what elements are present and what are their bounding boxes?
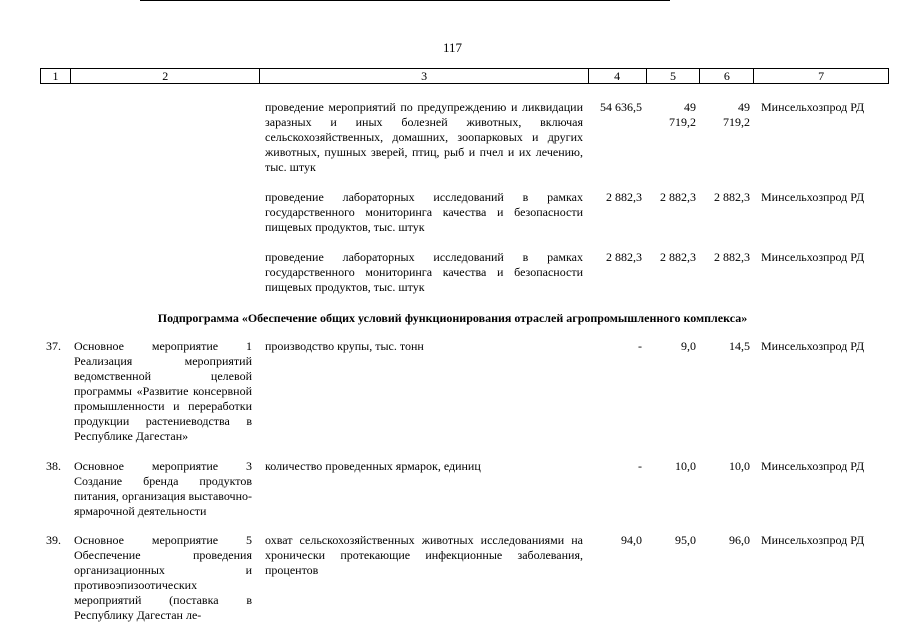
value-col4: - (638, 459, 642, 473)
value-col6: 2 882,3 (714, 250, 750, 264)
indicator-text: охват сельскохозяйственных животных исследованиями на хронически протекающие инфекционные заболевания, процентов (265, 533, 583, 577)
activity-text: Основное мероприятие 1 Реализация мероприятий ведомственной целевой программы «Развитие консервной промышленности и переработки продукции растениеводства в Республике Дагестан» (74, 339, 252, 443)
responsible-executor: Минсельхозпрод РД (761, 100, 865, 114)
indicator-text: количество проведенных ярмарок, единиц (265, 459, 481, 473)
column-number-3: 3 (260, 69, 588, 83)
indicator-text: производство крупы, тыс. тонн (265, 339, 424, 353)
column-number-4: 4 (589, 69, 647, 83)
value-col5: 2 882,3 (660, 250, 696, 264)
value-col4: 94,0 (621, 533, 642, 547)
responsible-executor: Минсельхозпрод РД (761, 459, 865, 473)
value-col6: 96,0 (729, 533, 750, 547)
activity-text: Основное мероприятие 3 Создание бренда продуктов питания, организация выставочно-ярмарочной деятельности (74, 459, 252, 518)
value-col4: 2 882,3 (606, 250, 642, 264)
responsible-executor: Минсельхозпрод РД (761, 533, 865, 547)
row-number: 37. (46, 339, 61, 353)
value-col5: 49 719,2 (669, 100, 696, 129)
responsible-executor: Минсельхозпрод РД (761, 339, 865, 353)
column-number-7: 7 (818, 69, 825, 83)
value-col5: 10,0 (675, 459, 696, 473)
value-col6: 14,5 (729, 339, 750, 353)
subprogram-heading: Подпрограмма «Обеспечение общих условий функционирования отраслей агропромышленного комплекса» (157, 311, 748, 325)
value-col4: 2 882,3 (606, 190, 642, 204)
row-number: 38. (46, 459, 61, 473)
column-number-header (40, 68, 889, 84)
value-col6: 2 882,3 (714, 190, 750, 204)
value-col5: 9,0 (681, 339, 696, 353)
responsible-executor: Минсельхозпрод РД (761, 190, 865, 204)
indicator-text: проведение лабораторных исследований в рамках государственного мониторинга качества и безопасности пищевых продуктов, тыс. штук (265, 190, 583, 234)
value-col4: - (638, 339, 642, 353)
responsible-executor: Минсельхозпрод РД (761, 250, 865, 264)
page-number: 117 (442, 40, 463, 55)
column-number-1: 1 (41, 69, 71, 83)
indicator-text: проведение мероприятий по предупреждению и ликвидации заразных и иных болезней животных, включая сельскохозяйственных, домашних, зоопарковых и других животных, пушных зверей, птиц, рыб и пчел и их лечению, тыс. штук (265, 100, 583, 174)
indicator-text: проведение лабораторных исследований в рамках государственного мониторинга качества и безопасности пищевых продуктов, тыс. штук (265, 250, 583, 294)
top-rule (140, 0, 670, 1)
activity-text: Основное мероприятие 5 Обеспечение проведения организационных и противоэпизоотических мероприятий (поставка в Республику Дагестан ле- (74, 533, 252, 622)
value-col5: 95,0 (675, 533, 696, 547)
value-col6: 49 719,2 (723, 100, 750, 129)
value-col4: 54 636,5 (600, 100, 642, 114)
column-number-2: 2 (71, 69, 261, 83)
row-number: 39. (46, 533, 61, 547)
value-col5: 2 882,3 (660, 190, 696, 204)
column-number-6: 6 (700, 69, 754, 83)
column-number-5: 5 (647, 69, 701, 83)
value-col6: 10,0 (729, 459, 750, 473)
